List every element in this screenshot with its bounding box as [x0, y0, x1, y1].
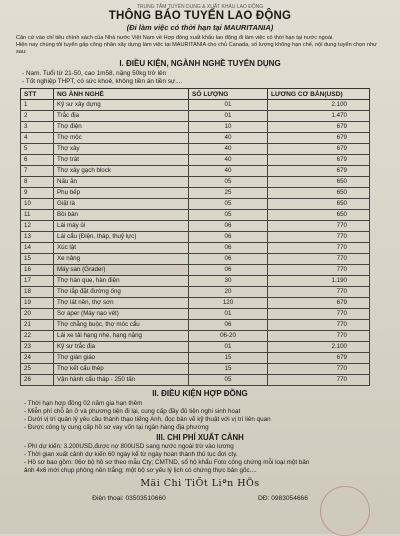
cell-salary: 679 — [268, 144, 370, 155]
cell-salary: 650 — [268, 210, 370, 221]
cell-job: Thợ giàn giáo — [54, 353, 189, 364]
cell-job: Thợ kết cấu thép — [54, 364, 189, 375]
cell-quantity: 05 — [189, 177, 268, 188]
section-3-title: III. CHI PHÍ XUẤT CẢNH — [156, 433, 244, 442]
cell-stt: 17 — [21, 276, 54, 287]
page-subtitle: (Đi làm việc có thời hạn tại MAURITANIA) — [126, 23, 274, 32]
header-quantity: SỐ LƯỢNG — [189, 89, 268, 100]
table-row — [21, 111, 370, 122]
cell-stt: 20 — [21, 309, 54, 320]
cell-salary: 770 — [268, 309, 370, 320]
cell-stt: 13 — [21, 232, 54, 243]
section-2-title: II. ĐIỀU KIỆN HỢP ĐỒNG — [152, 389, 248, 398]
table-row — [21, 199, 370, 210]
cell-stt: 14 — [21, 243, 54, 254]
cell-stt: 25 — [21, 364, 54, 375]
cell-quantity: 40 — [189, 144, 268, 155]
cell-quantity: 15 — [189, 364, 268, 375]
cell-salary: 770 — [268, 320, 370, 331]
cell-salary: 770 — [268, 243, 370, 254]
cell-quantity: 01 — [189, 309, 268, 320]
cell-job: Giặt là — [54, 199, 189, 210]
cell-salary: 770 — [268, 287, 370, 298]
table-row — [21, 309, 370, 320]
cell-salary: 1.470 — [268, 111, 370, 122]
table-row — [21, 232, 370, 243]
cell-job: Máy san (Grader) — [54, 265, 189, 276]
cell-quantity: 40 — [189, 133, 268, 144]
cell-job: Thợ điện — [54, 122, 189, 133]
table-row — [21, 375, 370, 386]
table-row — [21, 166, 370, 177]
cell-quantity: 20 — [189, 287, 268, 298]
table-row — [21, 353, 370, 364]
page-title: THÔNG BÁO TUYỂN LAO ĐỘNG — [108, 10, 292, 22]
cell-salary: 679 — [268, 166, 370, 177]
cell-job: Nấu ăn — [54, 177, 189, 188]
cell-job: Lái máy ủi — [54, 221, 189, 232]
cell-stt: 21 — [21, 320, 54, 331]
cell-stt: 18 — [21, 287, 54, 298]
cell-job: Vận hành cẩu tháp - 250 tấn — [54, 375, 189, 386]
table-row — [21, 287, 370, 298]
cell-stt: 12 — [21, 221, 54, 232]
section-1-title: I. ĐIỀU KIỆN, NGÀNH NGHỀ TUYỂN DỤNG — [119, 59, 281, 68]
phone-number: Điện thoại: 03503510660 — [92, 495, 166, 502]
cell-stt: 23 — [21, 342, 54, 353]
cell-salary: 770 — [268, 364, 370, 375]
table-row — [21, 276, 370, 287]
cell-salary: 650 — [268, 177, 370, 188]
cell-salary: 770 — [268, 221, 370, 232]
cell-job: Thợ lắp đặt đường ống — [54, 287, 189, 298]
cell-stt: 1 — [21, 100, 54, 111]
cell-quantity: 120 — [189, 298, 268, 309]
table-row — [21, 364, 370, 375]
cell-stt: 15 — [21, 254, 54, 265]
header-job: NG ÀNH NGHỀ — [54, 89, 189, 100]
cost-term: ảnh 4x6 mới chụp phông nền trắng; một bộ sơ yếu lý lịch có chứng thực bản gốc.... — [24, 467, 257, 474]
cell-job: Thợ hàn que, hàn điện — [54, 276, 189, 287]
table-row — [21, 177, 370, 188]
contract-term: - Được công ty cung cấp hồ sơ vay vốn tại ngân hàng địa phương — [24, 424, 209, 431]
table-row — [21, 188, 370, 199]
cell-job: Lái xe tải hạng nhẹ, hạng nặng — [54, 331, 189, 342]
cell-salary: 650 — [268, 199, 370, 210]
cell-stt: 10 — [21, 199, 54, 210]
table-row — [21, 243, 370, 254]
cell-quantity: 01 — [189, 111, 268, 122]
table-row — [21, 254, 370, 265]
cell-salary: 770 — [268, 232, 370, 243]
table-row — [21, 133, 370, 144]
cost-terms — [6, 443, 394, 475]
cost-term: - Phí dự kiến: 3.200USD,được nợ 800USD sang nước ngoài trừ vào lương — [24, 443, 234, 450]
cell-stt: 7 — [21, 166, 54, 177]
table-row — [21, 298, 370, 309]
cell-job: Xe nâng — [54, 254, 189, 265]
cell-salary: 2.100 — [268, 100, 370, 111]
table-row — [21, 144, 370, 155]
table-header-row — [21, 89, 370, 100]
cell-quantity: 06 — [189, 320, 268, 331]
cell-quantity: 05 — [189, 210, 268, 221]
contract-term: - Dưới vị trí quản lý yêu cầu thành thạo tiếng Anh, đọc bản vẽ kỹ thuật với vị trí liên quan — [24, 416, 271, 423]
table-row — [21, 320, 370, 331]
cell-stt: 3 — [21, 122, 54, 133]
cell-quantity: 06 — [189, 243, 268, 254]
cell-stt: 8 — [21, 177, 54, 188]
table-row — [21, 265, 370, 276]
table-row — [21, 331, 370, 342]
cell-job: Phụ bếp — [54, 188, 189, 199]
contract-term: - Miễn phí chỗ ăn ở và phương tiện đi lại, cung cấp đầy đủ tiện nghi sinh hoạt — [24, 408, 241, 415]
cell-quantity: 06 — [189, 232, 268, 243]
cell-salary: 650 — [268, 188, 370, 199]
cell-quantity: 10 — [189, 122, 268, 133]
contact-heading: Mäi Chi TiÕt Liªn HÖs — [140, 478, 260, 489]
stamp-mark — [320, 486, 370, 536]
cell-salary: 679 — [268, 298, 370, 309]
cell-stt: 16 — [21, 265, 54, 276]
cell-quantity: 06-20 — [189, 331, 268, 342]
table-row — [21, 100, 370, 111]
contract-term: - Thời hạn hợp đồng 02 năm gia hạn thêm — [24, 400, 143, 407]
cell-salary: 679 — [268, 133, 370, 144]
header-salary: LƯƠNG CƠ BẢN(USD) — [268, 89, 370, 100]
table-row — [21, 342, 370, 353]
organization-name: TRUNG TÂM TUYỂN DỤNG & XUẤT KHẨU LAO ĐỘNG — [136, 4, 264, 10]
cell-salary: 770 — [268, 265, 370, 276]
cell-job: Thợ trát — [54, 155, 189, 166]
cell-job: Thợ lát nền, thợ sơn — [54, 298, 189, 309]
cell-stt: 26 — [21, 375, 54, 386]
cell-stt: 5 — [21, 144, 54, 155]
jobs-table — [20, 88, 370, 386]
cell-job: Sơ aper (Máy nạo vét) — [54, 309, 189, 320]
cell-stt: 9 — [21, 188, 54, 199]
table-row — [21, 210, 370, 221]
header-stt: STT — [21, 89, 54, 100]
table-row — [21, 221, 370, 232]
cell-stt: 24 — [21, 353, 54, 364]
cell-salary: 1.190 — [268, 276, 370, 287]
cell-job: Thợ chằng buộc, thợ móc cẩu — [54, 320, 189, 331]
cost-term: - Hồ sơ bao gồm: 06ơ bộ hồ sơ theo mẫu Cty; CMTND, sổ hộ khẩu Foto công chứng mỗi loại một bản — [24, 459, 310, 466]
cell-quantity: 05 — [189, 199, 268, 210]
intro-line-2: Hiện nay chúng tôi tuyển gấp công nhân xây dựng làm việc tại MAURITANIA cho chủ Canada, số lượng không hạn chế, nội dung tuyển chọn như sau: — [16, 42, 377, 55]
cell-job: Kỹ sư xây dựng — [54, 100, 189, 111]
mobile-number: DĐ: 0983054666 — [258, 495, 308, 502]
cell-stt: 19 — [21, 298, 54, 309]
cell-stt: 2 — [21, 111, 54, 122]
table-row — [21, 155, 370, 166]
cell-job: Kỹ sư trắc địa — [54, 342, 189, 353]
cell-salary: 679 — [268, 353, 370, 364]
cell-job: Trắc địa — [54, 111, 189, 122]
cell-job: Thợ mộc — [54, 133, 189, 144]
cell-salary: 770 — [268, 375, 370, 386]
cell-job: Thợ xây gạch block — [54, 166, 189, 177]
cell-stt: 11 — [21, 210, 54, 221]
cell-salary: 770 — [268, 254, 370, 265]
cell-quantity: 01 — [189, 342, 268, 353]
cell-salary: 770 — [268, 331, 370, 342]
cell-quantity: 06 — [189, 265, 268, 276]
intro-line-1: Căn cứ vào chỉ tiêu chính sách của Nhà nước Việt Nam về Hợp đồng xuất khẩu lao động đi làm việc có thời hạn tại nước ngoài. — [16, 35, 334, 41]
cell-salary: 679 — [268, 155, 370, 166]
cost-term: - Thời gian xuất cảnh dự kiến 60 ngày kể từ ngày hoàn thành thủ tục đơi cty. — [24, 451, 238, 458]
cell-quantity: 15 — [189, 353, 268, 364]
cell-quantity: 40 — [189, 155, 268, 166]
cell-quantity: 05 — [189, 375, 268, 386]
requirement-1: - Nam. Tuổi từ 21-50, cao 1m58, nặng 50kg trở lên — [22, 70, 167, 77]
intro-paragraph — [6, 35, 394, 56]
cell-quantity: 40 — [189, 166, 268, 177]
cell-job: Lái cẩu (Điện, tháp, thuỷ lực) — [54, 232, 189, 243]
contract-terms — [6, 400, 394, 432]
cell-job: Thợ xây — [54, 144, 189, 155]
cell-stt: 4 — [21, 133, 54, 144]
cell-job: Bồi bàn — [54, 210, 189, 221]
cell-salary: 2.100 — [268, 342, 370, 353]
table-row — [21, 122, 370, 133]
jobs-table-body — [21, 100, 370, 386]
cell-quantity: 25 — [189, 188, 268, 199]
cell-quantity: 06 — [189, 221, 268, 232]
cell-stt: 6 — [21, 155, 54, 166]
cell-stt: 22 — [21, 331, 54, 342]
requirement-2: - Tốt nghiệp THPT, có sức khoẻ, không tiền án tiền sự.... — [22, 78, 183, 85]
cell-quantity: 06 — [189, 254, 268, 265]
cell-quantity: 30 — [189, 276, 268, 287]
cell-salary: 679 — [268, 122, 370, 133]
cell-quantity: 01 — [189, 100, 268, 111]
cell-job: Xúc lật — [54, 243, 189, 254]
